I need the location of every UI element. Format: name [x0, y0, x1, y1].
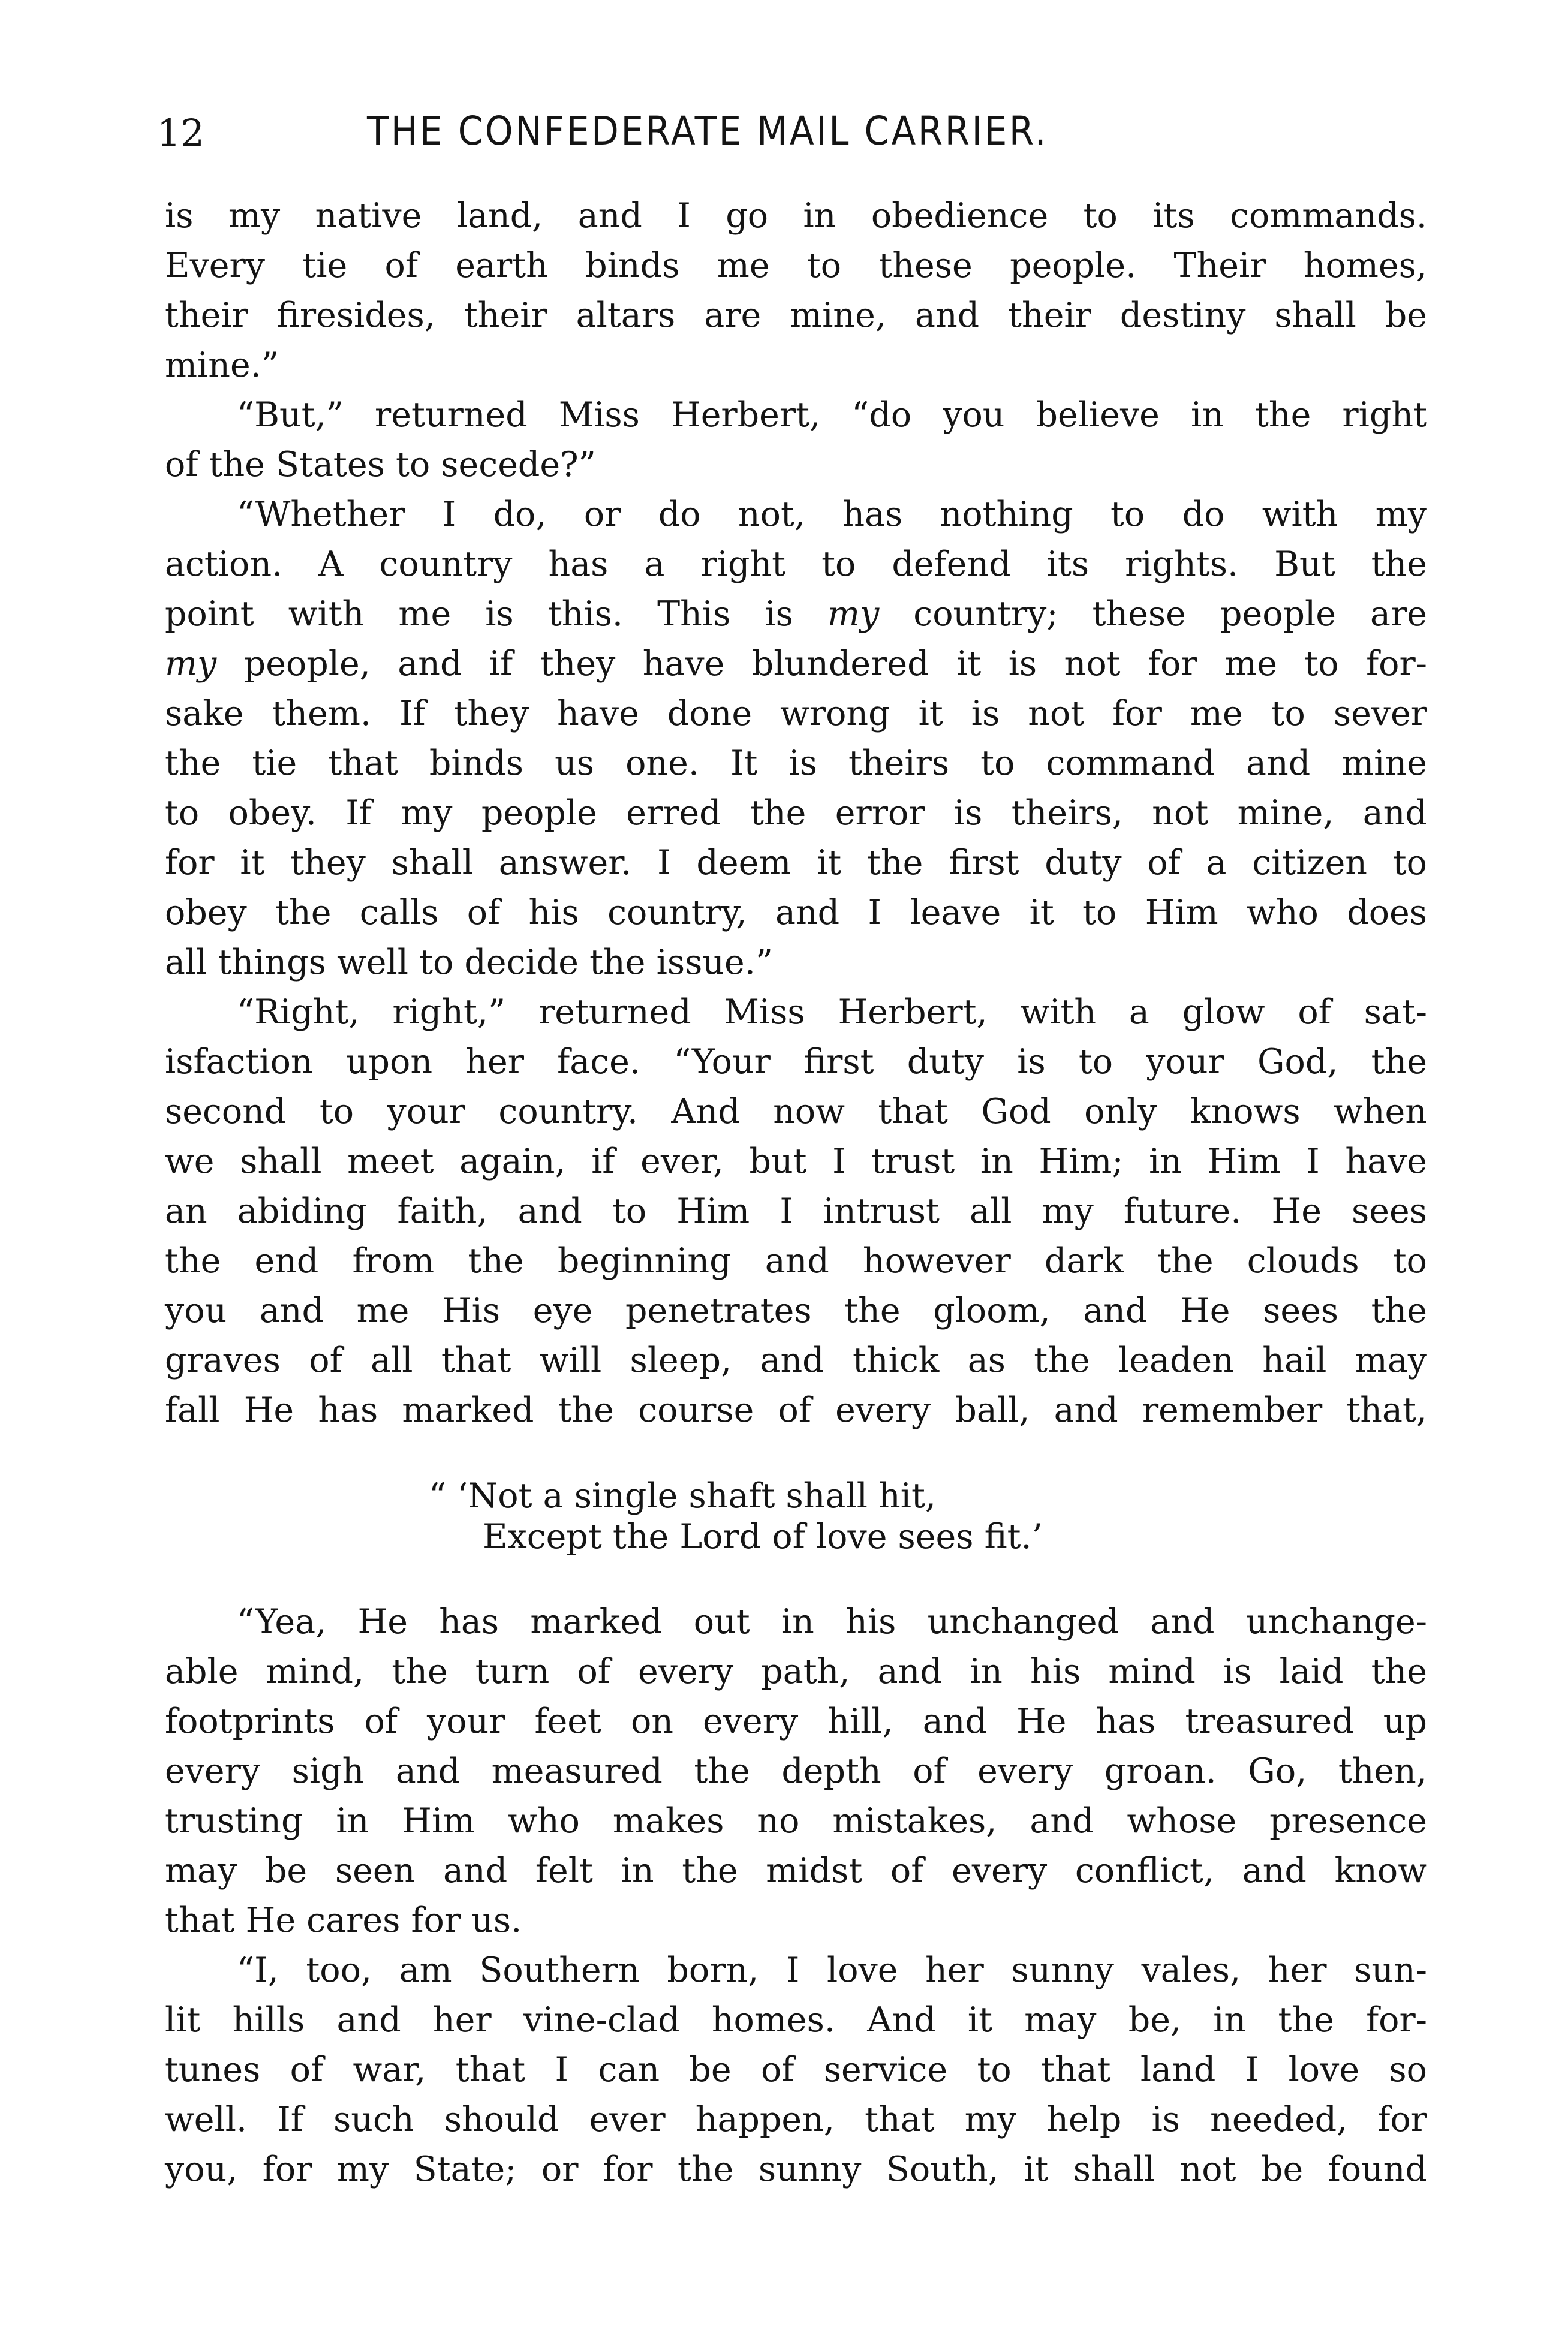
text-line: graves of all that will sleep, and thick as the leaden hail may: [165, 1341, 1427, 1380]
text-line: fall He has marked the course of every ball, and remember that,: [165, 1390, 1427, 1430]
text-line: footprints of your feet on every hill, and He has treasured up: [165, 1702, 1427, 1741]
text-line: all things well to decide the issue.”: [165, 943, 774, 982]
text-line: able mind, the turn of every path, and in his mind is laid the: [165, 1652, 1427, 1691]
page-number: 12: [157, 111, 204, 155]
line-part: country; these people are: [879, 594, 1427, 634]
text-line: “I, too, am Southern born, I love her sunny vales, her sun-: [237, 1950, 1427, 1990]
text-line: obey the calls of his country, and I leave it to Him who does: [165, 893, 1427, 932]
text-line: is my native land, and I go in obedience to its commands.: [165, 196, 1427, 236]
text-line: isfaction upon her face. “Your first duty is to your God, the: [165, 1042, 1427, 1082]
text-line: well. If such should ever happen, that my help is needed, for: [165, 2100, 1427, 2139]
line-part: people, and if they have blundered it is not for me to for-: [216, 644, 1427, 684]
text-line: for it they shall answer. I deem it the first duty of a citizen to: [165, 843, 1427, 883]
text-line: “Right, right,” returned Miss Herbert, with a glow of sat-: [237, 992, 1427, 1032]
text-line: that He cares for us.: [165, 1901, 522, 1940]
text-line: every sigh and measured the depth of every groan. Go, then,: [165, 1751, 1427, 1791]
text-line: an abiding faith, and to Him I intrust all my future. He sees: [165, 1191, 1427, 1231]
text-line: tunes of war, that I can be of service to that land I love so: [165, 2050, 1427, 2090]
text-line: “Whether I do, or do not, has nothing to do with my: [237, 495, 1427, 534]
text-line: the end from the beginning and however dark the clouds to: [165, 1241, 1427, 1281]
text-line: trusting in Him who makes no mistakes, and whose presence: [165, 1801, 1427, 1841]
text-line: “But,” returned Miss Herbert, “do you believe in the right: [237, 395, 1427, 435]
text-line: you, for my State; or for the sunny South, it shall not be found: [165, 2150, 1427, 2189]
emphasis: my: [165, 644, 217, 684]
text-line: Every tie of earth binds me to these people. Their homes,: [165, 246, 1427, 285]
text-line: action. A country has a right to defend its rights. But the: [165, 544, 1427, 584]
verse-line: Except the Lord of love sees fit.’: [483, 1517, 1043, 1557]
text-line: mine.”: [165, 345, 279, 385]
line-part: point with me is this. This is: [165, 594, 827, 634]
text-line: [165, 593, 1427, 635]
text-line: “Yea, He has marked out in his unchanged and unchange-: [237, 1602, 1427, 1642]
text-line: of the States to secede?”: [165, 445, 596, 484]
text-line: [165, 643, 1427, 685]
verse-line: “ ‘Not a single shaft shall hit,: [429, 1476, 937, 1516]
text-line: lit hills and her vine-clad homes. And it may be, in the for-: [165, 2000, 1427, 2040]
running-title: THE CONFEDERATE MAIL CARRIER.: [367, 108, 1049, 154]
text-line: we shall meet again, if ever, but I trust in Him; in Him I have: [165, 1142, 1427, 1181]
text-line: you and me His eye penetrates the gloom, and He sees the: [165, 1291, 1427, 1330]
text-line: may be seen and felt in the midst of every conflict, and know: [165, 1851, 1427, 1891]
emphasis: my: [827, 594, 880, 634]
text-line: their firesides, their altars are mine, and their destiny shall be: [165, 296, 1427, 335]
text-line: the tie that binds us one. It is theirs to command and mine: [165, 743, 1427, 783]
text-line: second to your country. And now that God only knows when: [165, 1092, 1427, 1131]
text-line: sake them. If they have done wrong it is not for me to sever: [165, 694, 1427, 733]
text-line: to obey. If my people erred the error is theirs, not mine, and: [165, 793, 1427, 833]
